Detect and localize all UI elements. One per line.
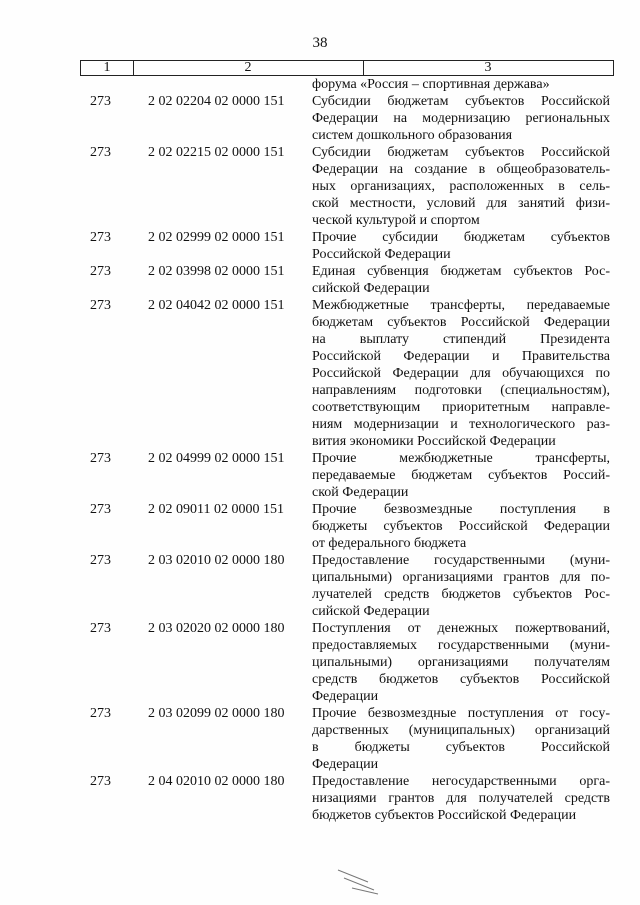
description-line: ской местности, условий для занятий физи- — [312, 196, 610, 211]
table-header — [80, 60, 614, 76]
description-line: Предоставление государственными (муни- — [312, 553, 610, 568]
budget-code: 2 02 04999 02 0000 151 — [148, 451, 285, 466]
header-col-3: 3 — [484, 60, 492, 75]
admin-code: 273 — [90, 94, 111, 109]
description-line: Прочие межбюджетные трансферты, — [312, 451, 610, 466]
description — [312, 93, 610, 144]
description-line: бюджеты субъектов Российской Федерации — [312, 519, 610, 534]
description-line: Прочие безвозмездные поступления в — [312, 502, 610, 517]
description-line: соответствующим приоритетным направле- — [312, 400, 610, 415]
admin-code: 273 — [90, 264, 111, 279]
description-line: ской Федерации — [312, 485, 409, 500]
description — [312, 501, 610, 552]
budget-code: 2 02 03998 02 0000 151 — [148, 264, 285, 279]
admin-code: 273 — [90, 145, 111, 160]
description-line: Субсидии бюджетам субъектов Российской — [312, 94, 610, 109]
description — [312, 297, 610, 450]
description-line: ниям модернизации и технологического раз- — [312, 417, 610, 432]
description-line: ципальными) организациями грантов для по- — [312, 570, 610, 585]
header-col-1: 1 — [81, 61, 134, 75]
description-line: бюджетов субъектов Российской Федерации — [312, 808, 577, 823]
table-row — [80, 297, 614, 450]
description — [312, 229, 610, 263]
description-line: Федерации — [312, 757, 379, 772]
budget-code: 2 02 02204 02 0000 151 — [148, 94, 285, 109]
table-row — [80, 620, 614, 705]
table-body — [80, 76, 614, 824]
table-row — [80, 93, 614, 144]
description-line: ческой культурой и спортом — [312, 213, 480, 228]
description-line: Федерации — [312, 689, 379, 704]
handwritten-mark — [330, 860, 390, 900]
table-row — [80, 450, 614, 501]
table-row — [80, 773, 614, 824]
description-line: систем дошкольного образования — [312, 128, 513, 143]
admin-code: 273 — [90, 621, 111, 636]
table-row — [80, 229, 614, 263]
table-row — [80, 263, 614, 297]
description-line: Субсидии бюджетам субъектов Российской — [312, 145, 610, 160]
description-line: Федерации на модернизацию региональных — [312, 111, 610, 126]
description — [312, 552, 610, 620]
budget-code: 2 03 02099 02 0000 180 — [148, 706, 285, 721]
table-row — [80, 705, 614, 773]
admin-code: 273 — [90, 774, 111, 789]
description-line: в бюджеты субъектов Российской — [312, 740, 610, 755]
description — [312, 773, 610, 824]
description-line: Межбюджетные трансферты, передаваемые — [312, 298, 610, 313]
description-line: лучателей средств бюджетов субъектов Рос- — [312, 587, 610, 602]
description-line: от федерального бюджета — [312, 536, 467, 551]
description-line: средств бюджетов субъектов Российской — [312, 672, 610, 687]
description-line: сийской Федерации — [312, 604, 430, 619]
description — [312, 144, 610, 229]
description-line: Поступления от денежных пожертвований, — [312, 621, 610, 636]
description-line: Прочие безвозмездные поступления от госу- — [312, 706, 610, 721]
description — [312, 705, 610, 773]
description-line: сийской Федерации — [312, 281, 430, 296]
budget-code: 2 02 09011 02 0000 151 — [148, 502, 284, 517]
header-col-2: 2 — [133, 61, 364, 75]
admin-code: 273 — [90, 553, 111, 568]
description-line: Российской Федерации — [312, 247, 451, 262]
description-line: ных организациях, расположенных в сель- — [312, 179, 610, 194]
description-line: Предоставление негосударственными орга- — [312, 774, 610, 789]
admin-code: 273 — [90, 298, 111, 313]
budget-code: 2 03 02010 02 0000 180 — [148, 553, 285, 568]
continuation-text: форума «Россия – спортивная держава» — [312, 77, 550, 92]
description-line: на выплату стипендий Президента — [312, 332, 610, 347]
description-line: Федерации на создание в общеобразователь- — [312, 162, 610, 177]
description-line: низациями грантов для получателей средств — [312, 791, 610, 806]
budget-code: 2 02 04042 02 0000 151 — [148, 298, 285, 313]
table-row — [80, 501, 614, 552]
description — [312, 263, 610, 297]
budget-code: 2 04 02010 02 0000 180 — [148, 774, 285, 789]
page-number: 38 — [312, 35, 328, 51]
description-line: передаваемые бюджетам субъектов Россий- — [312, 468, 610, 483]
description-line: Российской Федерации и Правительства — [312, 349, 610, 364]
description-line: Единая субвенция бюджетам субъектов Рос- — [312, 264, 610, 279]
budget-code: 2 02 02215 02 0000 151 — [148, 145, 285, 160]
description-line: предоставляемых государственными (муни- — [312, 638, 610, 653]
admin-code: 273 — [90, 706, 111, 721]
description-line: Прочие субсидии бюджетам субъектов — [312, 230, 610, 245]
description-line: вития экономики Российской Федерации — [312, 434, 556, 449]
description-line: дарственных (муниципальных) организаций — [312, 723, 610, 738]
table-row — [80, 144, 614, 229]
description — [312, 450, 610, 501]
admin-code: 273 — [90, 451, 111, 466]
description — [312, 620, 610, 705]
description-line: направлениям подготовки (специальностям), — [312, 383, 610, 398]
description-line: бюджетам субъектов Российской Федерации — [312, 315, 610, 330]
description-line: ципальными) организациями получателям — [312, 655, 610, 670]
admin-code: 273 — [90, 502, 111, 517]
admin-code: 273 — [90, 230, 111, 245]
description-line: Российской Федерации для обучающихся по — [312, 366, 610, 381]
budget-code: 2 02 02999 02 0000 151 — [148, 230, 285, 245]
table-row — [80, 552, 614, 620]
budget-code: 2 03 02020 02 0000 180 — [148, 621, 285, 636]
